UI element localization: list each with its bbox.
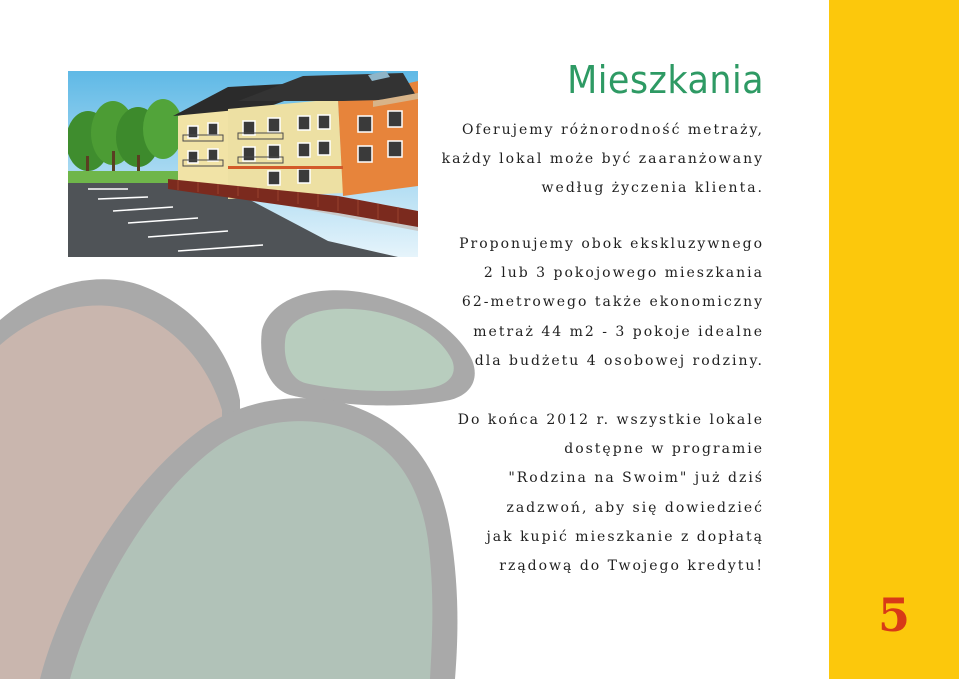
apartment-building-illustration xyxy=(68,71,418,257)
text-line: zadzwoń, aby się dowiedzieć xyxy=(506,499,764,516)
text-line: każdy lokal może być zaaranżowany xyxy=(441,151,764,168)
text-line: "Rodzina na Swoim" już dziś xyxy=(508,470,764,487)
text-line: dostępne w programie xyxy=(564,441,764,458)
page-number: 5 xyxy=(877,588,910,642)
text-line: Do końca 2012 r. wszystkie lokale xyxy=(457,412,764,428)
paragraph-program xyxy=(458,406,764,581)
text-line: 2 lub 3 pokojowego mieszkania xyxy=(483,265,764,282)
text-line: Oferujemy różnorodność metraży, xyxy=(462,122,764,138)
text-line: według życzenia klienta. xyxy=(541,180,764,197)
text-line: Proponujemy obok ekskluzywnego xyxy=(459,236,764,252)
text-line: dla budżetu 4 osobowej rodziny. xyxy=(474,352,764,369)
yellow-sidebar xyxy=(829,0,959,679)
text-line: 62-metrowego także ekonomiczny xyxy=(461,294,764,311)
text-line: metraż 44 m2 - 3 pokoje idealne xyxy=(473,323,764,340)
paragraph-apartment-sizes xyxy=(459,230,764,376)
text-line: jak kupić mieszkanie z dopłatą xyxy=(486,528,764,545)
paragraph-offer xyxy=(442,116,764,204)
page-title: Mieszkania xyxy=(567,58,764,102)
text-line: rządową do Twojego kredytu! xyxy=(499,558,764,575)
